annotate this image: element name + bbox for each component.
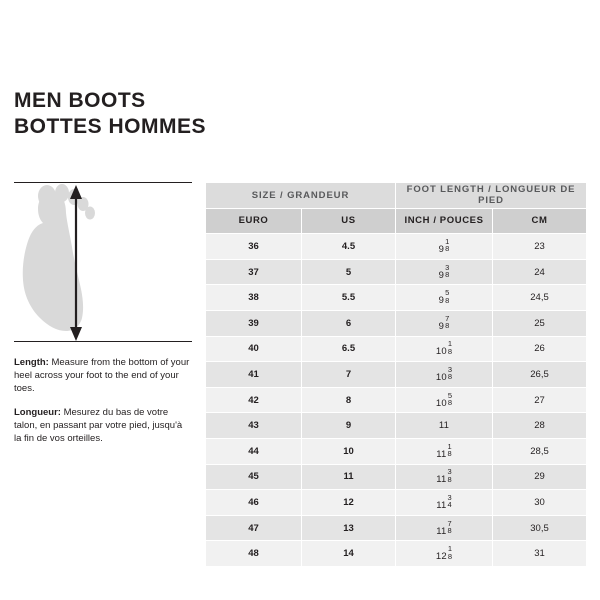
cell-cm: 25 (493, 310, 587, 336)
cell-us: 4.5 (302, 234, 396, 260)
table-row (206, 362, 587, 388)
legend-text-en: Measure from the bottom of your heel across your foot to the end of your toes. (14, 357, 190, 394)
cell-cm: 30,5 (493, 515, 587, 541)
table-row (206, 541, 587, 567)
cell-inch: 10 3 8 (396, 362, 493, 388)
cell-us: 13 (302, 515, 396, 541)
size-table-wrapper (205, 182, 586, 567)
cell-cm: 28 (493, 413, 587, 439)
table-row (206, 490, 587, 516)
column-header-us: US (302, 208, 396, 234)
cell-euro: 48 (206, 541, 302, 567)
page-title (14, 88, 434, 140)
size-table-body (206, 234, 587, 567)
table-row (206, 464, 587, 490)
cell-us: 5 (302, 259, 396, 285)
table-row (206, 259, 587, 285)
cell-euro: 44 (206, 438, 302, 464)
cell-euro: 46 (206, 490, 302, 516)
cell-inch: 10 1 8 (396, 336, 493, 362)
foot-diagram (14, 182, 192, 342)
table-row (206, 310, 587, 336)
cell-euro: 42 (206, 387, 302, 413)
cell-inch: 9 7 8 (396, 310, 493, 336)
group-header-foot-length: FOOT LENGTH / LONGUEUR DE PIED (396, 183, 587, 209)
cell-us: 7 (302, 362, 396, 388)
table-row (206, 336, 587, 362)
table-row (206, 438, 587, 464)
cell-us: 11 (302, 464, 396, 490)
cell-us: 8 (302, 387, 396, 413)
cell-inch: 10 5 8 (396, 387, 493, 413)
cell-inch: 11 (396, 413, 493, 439)
cell-us: 6.5 (302, 336, 396, 362)
cell-us: 14 (302, 541, 396, 567)
legend-label-fr: Longueur: (14, 407, 61, 418)
cell-euro: 36 (206, 234, 302, 260)
cell-euro: 38 (206, 285, 302, 311)
cell-euro: 40 (206, 336, 302, 362)
cell-us: 9 (302, 413, 396, 439)
cell-cm: 27 (493, 387, 587, 413)
cell-inch: 9 3 8 (396, 259, 493, 285)
cell-inch: 9 5 8 (396, 285, 493, 311)
group-header-size: SIZE / GRANDEUR (206, 183, 396, 209)
cell-us: 5.5 (302, 285, 396, 311)
cell-cm: 31 (493, 541, 587, 567)
cell-cm: 24,5 (493, 285, 587, 311)
table-row (206, 515, 587, 541)
cell-inch: 11 7 8 (396, 515, 493, 541)
table-row (206, 387, 587, 413)
column-header-cm: CM (493, 208, 587, 234)
size-table (205, 182, 587, 567)
cell-euro: 39 (206, 310, 302, 336)
legend-text-fr: Mesurez du bas de votre talon, en passant par votre pied, jusqu'à la fin de vos orteilles. (14, 407, 183, 444)
table-row (206, 234, 587, 260)
legend-item-en (14, 356, 190, 395)
title-line-fr: BOTTES HOMMES (14, 115, 207, 138)
cell-us: 12 (302, 490, 396, 516)
cell-cm: 29 (493, 464, 587, 490)
table-row (206, 413, 587, 439)
cell-euro: 41 (206, 362, 302, 388)
cell-us: 10 (302, 438, 396, 464)
cell-cm: 30 (493, 490, 587, 516)
cell-cm: 26 (493, 336, 587, 362)
cell-cm: 28,5 (493, 438, 587, 464)
title-line-en: MEN BOOTS (14, 89, 146, 112)
cell-cm: 23 (493, 234, 587, 260)
cell-cm: 26,5 (493, 362, 587, 388)
column-header-euro: EURO (206, 208, 302, 234)
table-row (206, 285, 587, 311)
measurement-legend (14, 356, 190, 445)
cell-cm: 24 (493, 259, 587, 285)
cell-euro: 37 (206, 259, 302, 285)
column-header-inch: INCH / POUCES (396, 208, 493, 234)
table-column-header-row (206, 208, 587, 234)
cell-inch: 9 1 8 (396, 234, 493, 260)
cell-euro: 43 (206, 413, 302, 439)
legend-label-en: Length: (14, 357, 49, 368)
foot-icon (14, 183, 192, 343)
cell-inch: 11 3 4 (396, 490, 493, 516)
cell-inch: 11 3 8 (396, 464, 493, 490)
cell-us: 6 (302, 310, 396, 336)
table-group-header-row (206, 183, 587, 209)
measurement-diagram-panel (14, 182, 192, 456)
cell-inch: 12 1 8 (396, 541, 493, 567)
cell-inch: 11 1 8 (396, 438, 493, 464)
cell-euro: 47 (206, 515, 302, 541)
cell-euro: 45 (206, 464, 302, 490)
legend-item-fr (14, 406, 190, 445)
